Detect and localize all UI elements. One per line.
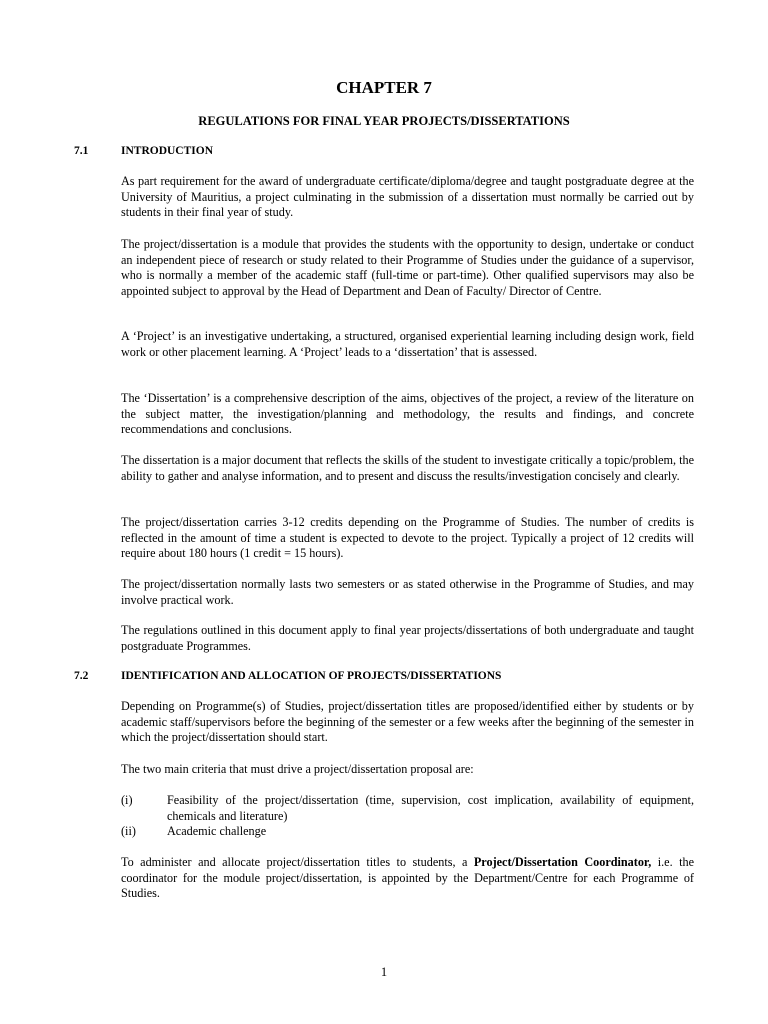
paragraph-intro-1: As part requirement for the award of undergraduate certificate/diploma/degree and taught postgraduate degree at the University of Mauritius, a project culminating in the submission of a dissertation must normally be carried out by students in their final year of study. [121, 174, 694, 220]
paragraph-allocation-3 [121, 855, 694, 902]
chapter-title: CHAPTER 7 [336, 78, 432, 97]
paragraph-intro-4: The ‘Dissertation’ is a comprehensive description of the aims, objectives of the project, a review of the literature on the subject matter, the investigation/planning and methodology, the results and findings, and concrete recommendations and conclusions. [121, 391, 694, 437]
list-marker: (i) [121, 793, 133, 807]
coordinator-term: Project/Dissertation Coordinator, [473, 855, 652, 869]
paragraph-allocation-2: The two main criteria that must drive a project/dissertation proposal are: [121, 762, 474, 776]
list-item-text: Feasibility of the project/dissertation (time, supervision, cost implication, availability of equipment, chemicals and literature) [167, 793, 694, 823]
paragraph-intro-6: The project/dissertation carries 3-12 credits depending on the Programme of Studies. The number of credits is reflected in the amount of time a student is expected to devote to the project. Typically a project of 12 credits will require about 180 hours (1 credit = 15 hours). [121, 515, 694, 561]
list-item [121, 793, 694, 824]
section-title: IDENTIFICATION AND ALLOCATION OF PROJECTS/DISSERTATIONS [121, 670, 502, 682]
section-number: 7.2 [74, 670, 89, 682]
paragraph-text: i.e. the coordinator for the module project/dissertation, is appointed by the Department/Centre for each Programme of Studies. [121, 855, 694, 901]
section-title: INTRODUCTION [121, 145, 214, 157]
paragraph-intro-8: The regulations outlined in this document apply to final year projects/dissertations of both undergraduate and taught postgraduate Programmes. [121, 623, 694, 653]
paragraph-intro-2: The project/dissertation is a module that provides the students with the opportunity to design, undertake or conduct an independent piece of research or study related to their Programme of Studies under the guidance of a supervisor, who is normally a member of the academic staff (full-time or part-time). Other qualified supervisors may also be appointed subject to approval by the Head of Department and Dean of Faculty/ Director of Centre. [121, 237, 694, 298]
page-number: 1 [380, 965, 388, 979]
paragraph-text: To administer and allocate project/dissertation titles to students, a [121, 855, 474, 869]
paragraph-intro-7: The project/dissertation normally lasts two semesters or as stated otherwise in the Programme of Studies, and may involve practical work. [121, 577, 694, 607]
paragraph-intro-5: The dissertation is a major document that reflects the skills of the student to investigate critically a topic/problem, the ability to gather and analyse information, and to present and discuss the results/investigation concisely and clearly. [121, 453, 694, 483]
paragraph-allocation-1: Depending on Programme(s) of Studies, project/dissertation titles are proposed/identified either by students or by academic staff/supervisors before the beginning of the semester or a few weeks after the beginning of the semester in which the project/dissertation should start. [121, 699, 694, 745]
section-heading-7-1 [74, 144, 213, 158]
list-item [121, 824, 694, 840]
paragraph-intro-3: A ‘Project’ is an investigative undertaking, a structured, organised experiential learning including design work, field work or other placement learning. A ‘Project’ leads to a ‘dissertation’ that is assessed. [121, 329, 694, 359]
section-number: 7.1 [74, 145, 89, 157]
list-marker: (ii) [121, 824, 136, 838]
section-heading-7-2 [74, 669, 501, 683]
document-title: REGULATIONS FOR FINAL YEAR PROJECTS/DISSERTATIONS [198, 114, 570, 128]
list-item-text: Academic challenge [167, 824, 267, 838]
